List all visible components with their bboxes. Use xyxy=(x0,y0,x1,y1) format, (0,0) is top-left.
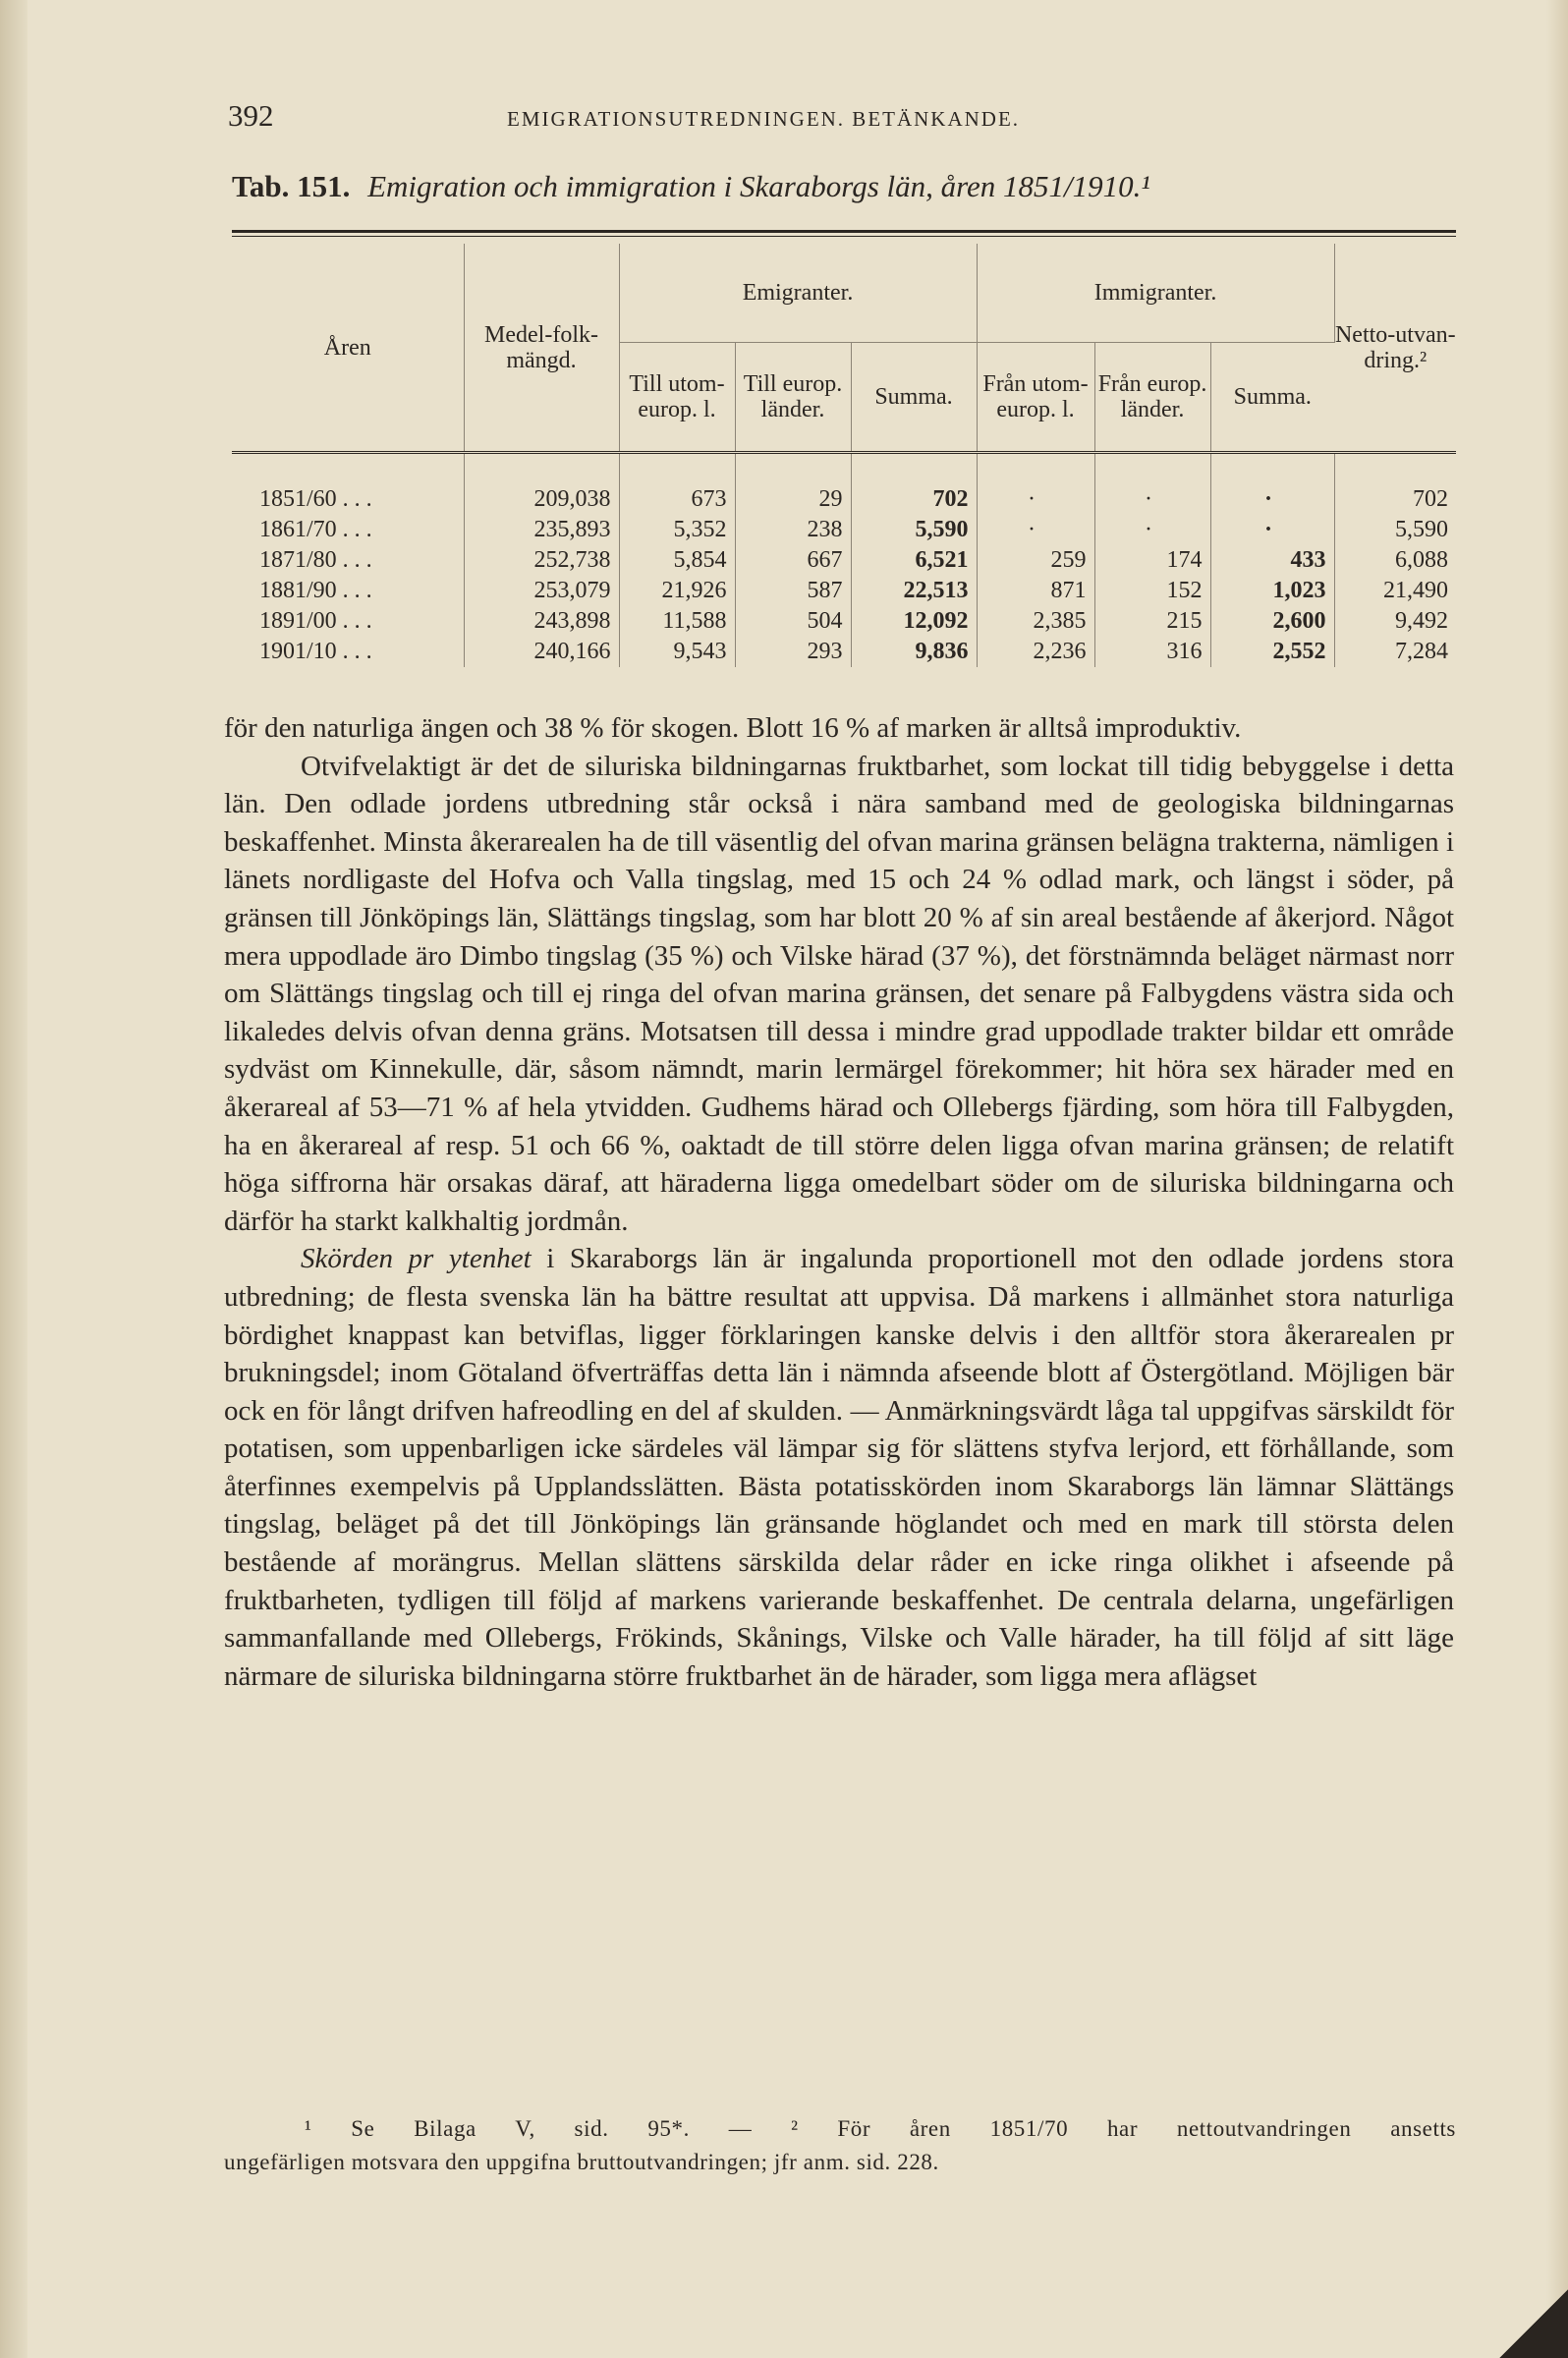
footnote-line-2: ungefärligen motsvara den uppgifna bruttoutvandringen; jfr anm. sid. 228. xyxy=(224,2150,939,2174)
paragraph-3 xyxy=(224,1240,1454,1695)
cell-years: 1901/10 . . . xyxy=(232,637,464,667)
cell-pop: 209,038 xyxy=(464,484,619,515)
cell-em-europ: 29 xyxy=(735,484,851,515)
header-immigranter: Immigranter. xyxy=(977,244,1334,343)
table-label: Tab. 151. xyxy=(232,169,351,203)
table-top-rule-thin xyxy=(232,236,1456,237)
cell-net: 702 xyxy=(1413,486,1449,512)
cell-net: 9,492 xyxy=(1395,608,1449,634)
table-caption xyxy=(232,169,1150,204)
cell-net: 7,284 xyxy=(1395,639,1449,664)
cell-pop: 243,898 xyxy=(464,606,619,637)
cell-em-europ: 587 xyxy=(735,576,851,606)
cell-em-sum: 12,092 xyxy=(851,606,977,637)
header-fran-europ: Från europ. länder. xyxy=(1094,343,1210,453)
cell-years: 1891/00 . . . xyxy=(232,606,464,637)
cell-pop: 253,079 xyxy=(464,576,619,606)
cell-em-utom: 5,854 xyxy=(619,545,735,576)
paragraph-1: för den naturliga ängen och 38 % för skogen. Blott 16 % af marken är alltså improduktiv. xyxy=(224,712,1242,744)
cell-im-sum: · xyxy=(1210,515,1334,545)
cell-im-sum: 2,552 xyxy=(1210,637,1334,667)
cell-years: 1861/70 . . . xyxy=(232,515,464,545)
cell-pop: 235,893 xyxy=(464,515,619,545)
cell-net: 5,590 xyxy=(1395,517,1449,542)
page-number: 392 xyxy=(228,98,274,133)
body-text xyxy=(224,709,1454,1695)
cell-years: 1881/90 . . . xyxy=(232,576,464,606)
header-till-utomeurop: Till utom-europ. l. xyxy=(619,343,735,453)
page-edge-right xyxy=(1546,0,1568,2358)
cell-im-utom: 2,385 xyxy=(977,606,1094,637)
header-aren: Åren xyxy=(232,244,464,453)
running-title: EMIGRATIONSUTREDNINGEN. BETÄNKANDE. xyxy=(507,107,1021,131)
cell-im-utom: 259 xyxy=(977,545,1094,576)
cell-pop: 252,738 xyxy=(464,545,619,576)
cell-em-europ: 667 xyxy=(735,545,851,576)
table-top-rule xyxy=(232,230,1456,233)
emigration-table xyxy=(232,244,1456,667)
header-till-europ: Till europ. länder. xyxy=(735,343,851,453)
cell-im-utom: · xyxy=(977,515,1094,545)
cell-im-sum: · xyxy=(1210,484,1334,515)
cell-em-sum: 6,521 xyxy=(851,545,977,576)
header-medelfolkmangd: Medel-folk-mängd. xyxy=(464,244,619,453)
paragraph-2: Otvifvelaktigt är det de siluriska bildningarnas fruktbarhet, som lockat till tidig bebyggelse i detta län. Den odlade jordens utbredning står också i nära samband med de geologiska bildningarnas beskaffenhet. Minsta åkerarealen ha de till väsentlig del ofvan marina gränsen belägna trakterna, nämligen i länets nordligaste del Hofva och Valla tingslag, med 15 och 24 % odlad mark, och längst i söder, på gränsen till Jönköpings län, Slättängs tingslag, som har blott 20 % af sin areal bestående af åkerjord. Något mera uppodlade äro Dimbo tingslag (35 %) och Vilske härad (37 %), det förstnämnda beläget närmast norr om Slättängs tingslag och till ej ringa del ofvan marina gränsen, det senare på Falbygdens västra sida och likaledes delvis ofvan denna gräns. Motsatsen till dessa i mindre grad uppodlade trakter bildar ett område sydväst om Kinnekulle, där, såsom nämndt, marin lermärgel förekommer; hit höra sex härader med en åkerareal af 53—71 % af hela ytvidden. Gudhems härad och Ollebergs fjärding, som höra till Falbygden, ha en åkerareal af resp. 51 och 66 %, oaktadt de till större delen ligga ofvan marina gränsen; de relatift höga siffrorna här orsakas däraf, att häraderna ligga omedelbart söder om de siluriska bildningarna och därför ha starkt kalkhaltig jordmån. xyxy=(224,750,1454,1237)
header-nettoutvandring: Netto-utvan-dring.² xyxy=(1334,321,1456,373)
cell-em-sum: 5,590 xyxy=(851,515,977,545)
header-im-summa: Summa. xyxy=(1233,384,1312,410)
header-fran-utomeurop: Från utom-europ. l. xyxy=(977,343,1094,453)
cell-im-europ: · xyxy=(1094,515,1210,545)
page-corner-shadow xyxy=(1499,2289,1568,2358)
cell-im-sum: 2,600 xyxy=(1210,606,1334,637)
cell-im-sum: 1,023 xyxy=(1210,576,1334,606)
cell-em-sum: 702 xyxy=(851,484,977,515)
cell-em-europ: 238 xyxy=(735,515,851,545)
cell-years: 1871/80 . . . xyxy=(232,545,464,576)
header-emigranter: Emigranter. xyxy=(619,244,977,343)
cell-em-sum: 22,513 xyxy=(851,576,977,606)
page-edge-left xyxy=(0,0,28,2358)
cell-im-utom: 2,236 xyxy=(977,637,1094,667)
table-row xyxy=(232,515,1456,545)
cell-years: 1851/60 . . . xyxy=(232,484,464,515)
page-header xyxy=(228,98,1458,134)
cell-em-europ: 293 xyxy=(735,637,851,667)
cell-im-europ: 152 xyxy=(1094,576,1210,606)
cell-em-utom: 5,352 xyxy=(619,515,735,545)
cell-pop: 240,166 xyxy=(464,637,619,667)
table-title: Emigration och immigration i Skaraborgs län, åren 1851/1910.¹ xyxy=(367,169,1150,203)
cell-em-utom: 673 xyxy=(619,484,735,515)
cell-em-europ: 504 xyxy=(735,606,851,637)
footnote-line-1: ¹ Se Bilaga V, sid. 95*. — ² För åren 1851/70 har nettoutvandringen ansetts xyxy=(305,2116,1456,2141)
cell-im-utom: · xyxy=(977,484,1094,515)
cell-im-europ: 316 xyxy=(1094,637,1210,667)
header-em-summa: Summa. xyxy=(851,343,977,453)
cell-im-europ: 215 xyxy=(1094,606,1210,637)
table-row xyxy=(232,637,1456,667)
footnotes xyxy=(224,2112,1456,2179)
cell-im-utom: 871 xyxy=(977,576,1094,606)
cell-em-utom: 11,588 xyxy=(619,606,735,637)
table-row xyxy=(232,484,1456,515)
cell-im-sum: 433 xyxy=(1210,545,1334,576)
cell-em-sum: 9,836 xyxy=(851,637,977,667)
cell-em-utom: 9,543 xyxy=(619,637,735,667)
cell-net: 6,088 xyxy=(1395,547,1449,573)
paragraph-3-text: i Skaraborgs län är ingalunda proportionell mot den odlade jordens stora utbredning; de flesta svenska län ha bättre resultat att uppvisa. Då markens i allmänhet stora naturliga bördighet knappast kan betviflas, ligger förklaringen kanske delvis i den alltför stora åkerarealen pr brukningsdel; inom Götaland öfverträffas detta län i nämnda afseende blott af Östergötland. Möjligen bär ock en för långt drifven hafreodling en del af skulden. — Anmärkningsvärdt låga tal uppgifvas särskildt för potatisen, som uppenbarligen icke särdeles väl lämpar sig för slättens styfva lerjord, ett förhållande, som återfinnes exempelvis på Upplandsslätten. Bästa potatisskörden inom Skaraborgs län lämnar Slättängs tingslag, beläget på det till Jönköpings län gränsande höglandet och med en mark till största delen bestående af morängrus. Mellan slättens särskilda delar råder en icke ringa olikhet i afseende på fruktbarheten, tydligen till följd af markens varierande beskaffenhet. De centrala delarna, ungefärligen sammanfallande med Ollebergs, Frökinds, Skånings, Vilske och Valle härader, ha till följd af sitt läge närmare de siluriska bildningarna större fruktbarhet än de härader, som ligga mera aflägset xyxy=(224,1243,1455,1692)
cell-im-europ: · xyxy=(1094,484,1210,515)
paragraph-3-italic: Skörden pr ytenhet xyxy=(301,1243,532,1275)
cell-net: 21,490 xyxy=(1383,578,1449,603)
table-row xyxy=(232,545,1456,576)
table-row xyxy=(232,606,1456,637)
cell-em-utom: 21,926 xyxy=(619,576,735,606)
table-row xyxy=(232,576,1456,606)
cell-im-europ: 174 xyxy=(1094,545,1210,576)
